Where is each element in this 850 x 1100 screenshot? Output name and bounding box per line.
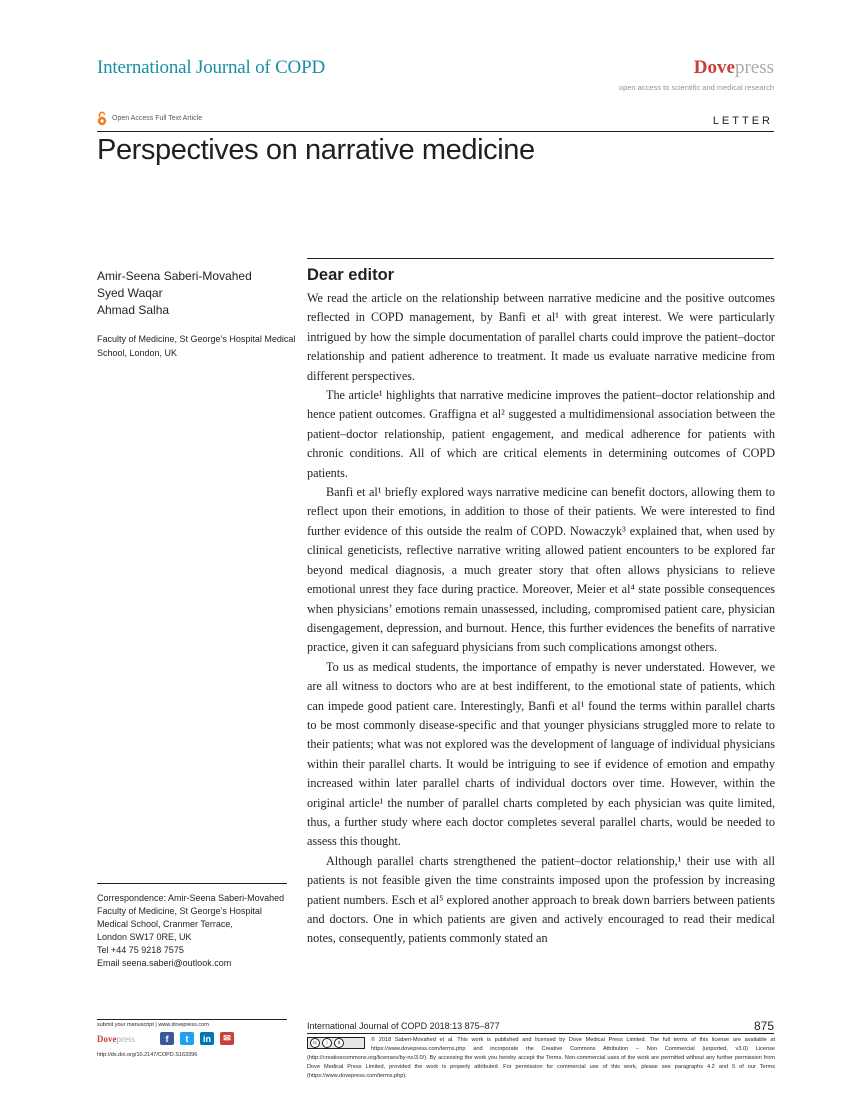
article-title: Perspectives on narrative medicine <box>97 134 535 166</box>
correspondence-divider <box>97 883 287 884</box>
correspondence-address-line: Faculty of Medicine, St George’s Hospital <box>97 906 262 916</box>
footer-publisher-logo[interactable] <box>97 1034 135 1044</box>
article-body <box>307 265 775 949</box>
correspondence-tel: Tel +44 75 9218 7575 <box>97 945 184 955</box>
publisher-tagline: open access to scientific and medical research <box>618 83 774 92</box>
correspondence-email[interactable]: Email seena.saberi@outlook.com <box>97 958 232 968</box>
footer-divider <box>307 1033 774 1034</box>
social-links <box>160 1032 234 1045</box>
creative-commons-icon[interactable] <box>307 1037 365 1049</box>
publisher-logo-dove: Dove <box>693 57 735 78</box>
journal-title[interactable]: International Journal of COPD <box>97 57 325 78</box>
linkedin-icon[interactable]: in <box>200 1032 214 1045</box>
cc-icon: cc <box>310 1038 320 1048</box>
footer-left-divider <box>97 1019 287 1020</box>
page-number: 875 <box>753 1019 774 1033</box>
facebook-icon[interactable]: f <box>160 1032 174 1045</box>
header-divider <box>97 131 774 132</box>
author-name: Amir-Seena Saberi-Movahed <box>97 269 252 283</box>
license-text: © 2018 Saberi-Movahed et al. This work is published and licensed by Dove Medical Press Limited. The full terms of this license are available at https://www.dovepress.com/terms.php and incorporate the Creative Commons Attribution – Non Commercial (unported, v3.0) License (http://creativecommons.org/licenses/by-nc/3.0/). By accessing the work you hereby accept the Terms. Non-commercial uses of the work are permitted without any further permission from Dove Medical Press Limited, provided the work is properly attributed. For permission for commercial use of this work, please see paragraphs 4.2 and 5 of our Terms (https://www.dovepress.com/terms.php). <box>307 1037 775 1079</box>
body-paragraph: To us as medical students, the importance of empathy is never understated. However, we are all witness to doctors who are at best indifferent, to the emotional state of patients, which can impede good patient care. Interestingly, Banfi et al¹ found the terms within parallel charts to be most commonly disease-specific and that younger physicians struggled more to relate to their patients; what was not explored was the development of language of individual physicians within their parallel charts. It would be intriguing to see if evidence of emotion and empathy increased within later parallel charts of individual doctors over time. However, within the original article¹ the number of parallel charts completed by each physician was quite limited, thus, a further study where each doctor completes several parallel charts, would be needed to assess this thought. <box>307 659 775 849</box>
author-name: Ahmad Salha <box>97 303 170 317</box>
open-access-lock-icon <box>97 111 107 126</box>
email-icon[interactable]: ✉ <box>220 1032 234 1045</box>
cc-nc-icon: $ <box>334 1038 344 1048</box>
doi-link[interactable]: http://dx.doi.org/10.2147/COPD.S163396 <box>97 1052 198 1058</box>
open-access-badge <box>97 111 202 126</box>
salutation-heading: Dear editor <box>307 266 395 284</box>
body-paragraph: Banfi et al¹ briefly explored ways narrative medicine can benefit doctors, allowing them to reflect upon their emotions, in addition to those of their patients. We were interested to find further evidence of this outside the realm of COPD. Nowaczyk³ explained that, when used by clinical geneticists, reflective narrative writing allowed patient encounters to be explored far beyond medical diagnosis, a much greater story that often allows physicians to relieve emotional unrest they face during practice. Moreover, Meier et al⁴ state possible consequences when physicians’ emotions remain unassessed, including, compromised patient care, physician disengagement, depression, and burnout. Hence, this further evidences the benefits of narrative practice, given it can safeguard physicians from such complications amongst others. <box>307 485 775 655</box>
section-divider <box>307 258 774 259</box>
twitter-icon[interactable]: t <box>180 1032 194 1045</box>
body-paragraph: Although parallel charts strengthened the patient–doctor relationship,¹ their use with all patients is not feasible given the time constraints imposed upon the profession by increasing patient numbers. Esch et al⁵ explored another approach to break down barriers between patients and doctors. One in which patients are given and actively encouraged to read their medical notes, consequently, patients commonly stated an <box>307 853 775 946</box>
submit-manuscript-link[interactable]: submit your manuscript | www.dovepress.com <box>97 1022 209 1028</box>
article-type: LETTER <box>712 115 773 127</box>
correspondence-address-line: Medical School, Cranmer Terrace, <box>97 919 233 929</box>
author-list <box>97 268 252 319</box>
publisher-logo-press: press <box>734 57 774 78</box>
correspondence-address-line: London SW17 0RE, UK <box>97 932 192 942</box>
cc-by-icon: i <box>322 1038 332 1048</box>
correspondence-label: Correspondence: Amir-Seena Saberi-Movahed <box>97 893 285 903</box>
license-block <box>307 1036 775 1081</box>
author-affiliation: Faculty of Medicine, St George’s Hospital Medical School, London, UK <box>97 334 296 358</box>
body-paragraph: The article¹ highlights that narrative medicine improves the patient–doctor relationship and hence patient outcomes. Graffigna et al² suggested a multidimensional association between the patient–doctor relationship, patient engagement, and medical adherence for patients with chronic conditions. All of which are critical elements in determining outcomes of COPD patients. <box>307 388 775 480</box>
publisher-logo[interactable] <box>694 57 774 79</box>
author-name: Syed Waqar <box>97 286 163 300</box>
footer-citation: International Journal of COPD 2018:13 875–877 <box>307 1021 500 1031</box>
correspondence-block <box>97 892 297 970</box>
footer-logo-press: press <box>116 1034 135 1044</box>
footer-logo-dove: Dove <box>97 1034 117 1044</box>
body-paragraph: We read the article on the relationship between narrative medicine and the positive outcomes reflected in COPD management, by Banfi et al¹ with great interest. We were particularly intrigued by how the simple documentation of parallel charts could improve the patient–doctor relationship and patient adherence to treatment. It made us evaluate narrative medicine from different perspectives. <box>307 291 775 383</box>
open-access-label: Open Access Full Text Article <box>112 115 203 122</box>
